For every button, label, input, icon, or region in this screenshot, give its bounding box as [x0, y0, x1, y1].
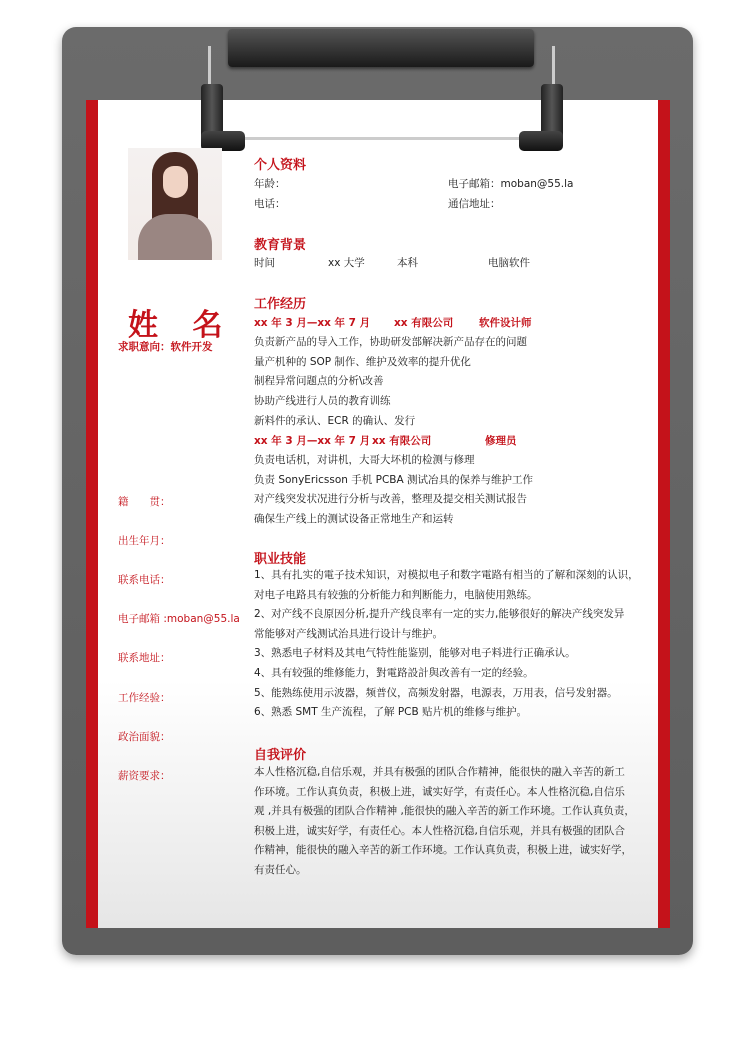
section-education-title: 教育背景: [254, 238, 307, 253]
age-field: 年龄：: [254, 178, 286, 190]
job-duty: 负责新产品的导入工作，协助研发部解决新产品存在的问题: [254, 336, 527, 348]
job-duty: 负责电话机，对讲机，大哥大坏机的检测与修理: [254, 454, 475, 466]
job-role: 软件设计师: [479, 317, 532, 329]
skill-line: 对电子电路具有较強的分析能力和判断能力，电脑使用熟练。: [254, 588, 538, 601]
self-line: 作精神，能很快的融入辛苦的新工作环境。工作认真负责，积极上进，诚实好学，: [254, 844, 632, 857]
job-intent: 求职意向：软件开发: [118, 341, 213, 353]
job-role: 修理员: [485, 435, 517, 447]
field-email: 电子邮箱 :moban@55.la: [118, 613, 240, 625]
email-field: 电子邮箱：moban@55.la: [448, 178, 574, 190]
phone-field: 电话：: [254, 198, 286, 210]
edu-school: xx 大学: [328, 257, 365, 269]
skills-list: [254, 566, 649, 723]
section-work-title: 工作经历: [254, 297, 307, 312]
field-political: 政治面貌：: [118, 731, 171, 743]
edu-major: 电脑软件: [488, 257, 530, 269]
field-address: 联系地址：: [118, 652, 171, 664]
job-duty: 新料件的承认、ECR 的确认、发行: [254, 415, 416, 427]
section-self-title: 自我评价: [254, 748, 307, 763]
self-evaluation: [254, 763, 649, 881]
skill-line: 6、熟悉 SMT 生产流程，了解 PCB 贴片机的维修与维护。: [254, 706, 528, 719]
skill-line: 2、对产线不良原因分析,提升产线良率有一定的实力,能够很好的解决产线突发异: [254, 608, 625, 621]
field-birth: 出生年月：: [118, 535, 171, 547]
field-native-place: 籍 贯：: [118, 496, 171, 508]
field-phone: 联系电话：: [118, 574, 171, 586]
self-line: 本人性格沉稳,自信乐观，并具有极强的团队合作精神，能很快的融入辛苦的新工: [254, 766, 625, 778]
edu-degree: 本科: [397, 257, 418, 269]
section-skills-title: 职业技能: [254, 552, 307, 567]
profile-photo: [128, 148, 222, 260]
field-salary: 薪资要求：: [118, 770, 171, 782]
job-duty: 制程异常问题点的分析\改善: [254, 375, 384, 387]
self-line: 观 ,并具有极强的团队合作精神 ,能很快的融入辛苦的新工作环境。工作认真负责，: [254, 805, 635, 818]
self-line: 有责任心。: [254, 863, 307, 876]
job-duty: 协助产线进行人员的教育训练: [254, 395, 391, 407]
job-duty: 确保生产线上的测试设备正常地生产和运转: [254, 513, 454, 525]
self-line: 积极上进，诚实好学，有责任心。本人性格沉稳,自信乐观，并具有极强的团队合: [254, 824, 625, 837]
job-duty: 负责 SonyEricsson 手机 PCBA 测试冶具的保养与维护工作: [254, 474, 534, 486]
edu-time: 时间: [254, 257, 275, 269]
skill-line: 1、具有扎实的電子技术知识，对模拟电子和数字電路有相当的了解和深刻的认识，: [254, 569, 639, 581]
self-line: 作环境。工作认真负责，积极上进，诚实好学，有责任心。本人性格沉稳,自信乐: [254, 785, 625, 798]
left-red-strip: [86, 100, 98, 928]
job-duty: 对产线突发状况进行分析与改善，整理及提交相关测试报告: [254, 493, 527, 505]
job-period: xx 年 3 月—xx 年 7 月: [254, 317, 371, 329]
skill-line: 5、能熟练使用示波器，频普仪，高频发射器，电源表，万用表，信号发射器。: [254, 686, 618, 699]
candidate-name: 姓 名: [128, 308, 235, 343]
job-company: xx 有限公司: [394, 317, 454, 329]
skill-line: 4、具有较强的维修能力，對電路設計與改善有一定的经验。: [254, 666, 534, 679]
skill-line: 常能够对产线测试治具进行设计与维护。: [254, 627, 443, 640]
address-field: 通信地址：: [448, 198, 501, 210]
job-company: xx 有限公司: [372, 435, 432, 447]
job-duty: 量产机种的 SOP 制作、维护及效率的提升优化: [254, 356, 471, 368]
right-red-strip: [658, 100, 670, 928]
skill-line: 3、熟悉电子材料及其电气特性能鉴别，能够对电子料进行正确承认。: [254, 647, 576, 660]
section-personal-title: 个人资料: [254, 158, 307, 173]
job-period: xx 年 3 月—xx 年 7 月: [254, 435, 371, 447]
field-experience: 工作经验：: [118, 692, 171, 704]
